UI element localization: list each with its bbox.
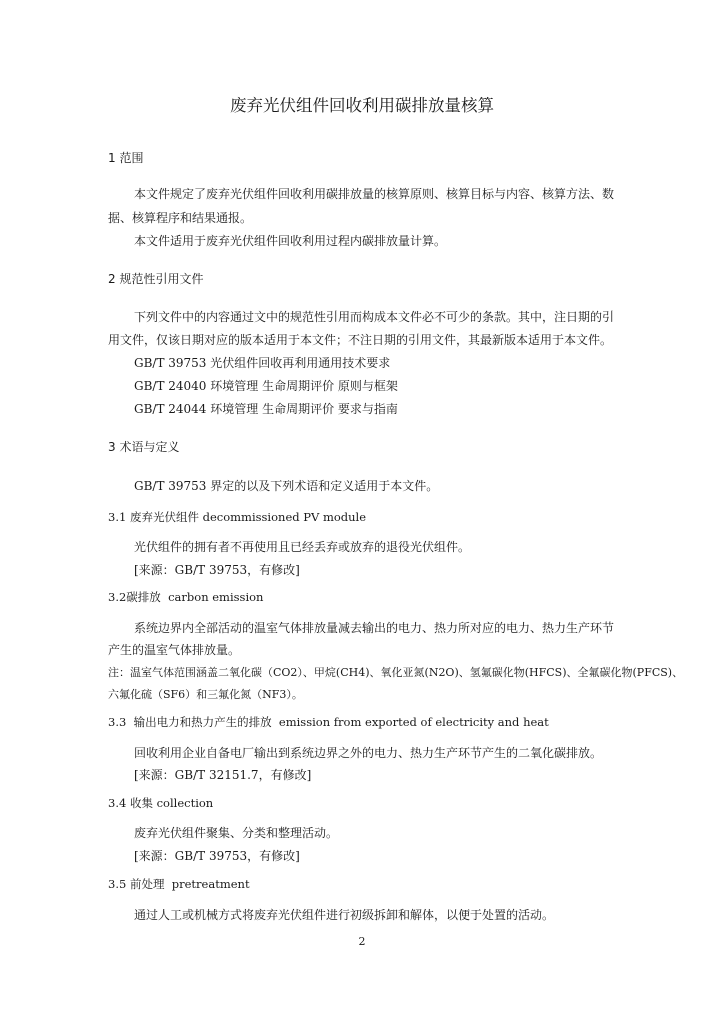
term-english: decommissioned PV module	[202, 510, 367, 524]
normative-paragraph-line: 下列文件中的内容通过文中的规范性引用而构成本文件必不可少的条款。其中，注日期的引	[134, 310, 615, 324]
term-number: 3.3	[108, 715, 127, 729]
term-note: 六氟化硫（SF6）和三氟化氮（NF3）。	[108, 688, 303, 701]
term-definition: 通过人工或机械方式将废弃光伏组件进行初级拆卸和解体，以便于处置的活动。	[134, 908, 555, 922]
term-chinese: 输出电力和热力产生的排放	[133, 715, 272, 729]
term-heading-3-2	[108, 589, 263, 605]
term-chinese: 废弃光伏组件	[129, 510, 199, 524]
term-chinese: 收集	[129, 796, 153, 810]
term-number: 3.5	[108, 877, 127, 891]
terms-intro: GB/T 39753 界定的以及下列术语和定义适用于本文件。	[134, 479, 439, 493]
reference-item: GB/T 39753 光伏组件回收再利用通用技术要求	[134, 356, 391, 370]
term-number: 3.4	[108, 796, 127, 810]
scope-paragraph-line: 据、核算程序和结果通报。	[108, 211, 253, 225]
term-source: [来源：GB/T 39753，有修改]	[134, 563, 300, 577]
section-heading-terms: 3 术语与定义	[108, 440, 180, 454]
term-chinese: 前处理	[129, 877, 165, 891]
reference-item: GB/T 24040 环境管理 生命周期评价 原则与框架	[134, 379, 398, 393]
normative-paragraph-line: 用文件，仅该日期对应的版本适用于本文件；不注日期的引用文件，其最新版本适用于本文件。	[108, 333, 613, 347]
document-title: 废弃光伏组件回收利用碳排放量核算	[230, 96, 494, 115]
page-number: 2	[358, 935, 366, 948]
term-heading-3-3	[108, 714, 549, 730]
section-heading-normative: 2 规范性引用文件	[108, 272, 204, 286]
term-note: 注：温室气体范围涵盖二氧化碳（CO2）、甲烷(CH4)、氧化亚氮(N2O)、氢氟碳化物(HFCS)、全氟碳化物(PFCS)、	[108, 666, 684, 679]
term-english: emission from exported of electricity and heat	[278, 715, 549, 729]
section-heading-scope: 1 范围	[108, 151, 144, 165]
scope-paragraph-line: 本文件适用于废弃光伏组件回收利用过程内碳排放量计算。	[134, 234, 447, 248]
term-heading-3-5	[108, 876, 250, 892]
term-heading-3-4	[108, 795, 213, 811]
reference-item: GB/T 24044 环境管理 生命周期评价 要求与指南	[134, 402, 398, 416]
term-number: 3.2	[108, 590, 127, 604]
term-english: pretreatment	[171, 877, 250, 891]
term-definition: 回收利用企业自备电厂输出到系统边界之外的电力、热力生产环节产生的二氧化碳排放。	[134, 746, 603, 760]
term-english: collection	[156, 796, 214, 810]
term-number: 3.1	[108, 510, 127, 524]
term-definition: 系统边界内全部活动的温室气体排放量减去输出的电力、热力所对应的电力、热力生产环节	[134, 621, 615, 635]
term-source: [来源：GB/T 39753，有修改]	[134, 849, 300, 863]
term-heading-3-1	[108, 509, 366, 525]
term-definition: 光伏组件的拥有者不再使用且已经丢弃或放弃的退役光伏组件。	[134, 540, 471, 554]
term-chinese: 碳排放	[126, 590, 161, 604]
term-definition: 产生的温室气体排放量。	[108, 643, 241, 657]
scope-paragraph-line: 本文件规定了废弃光伏组件回收利用碳排放量的核算原则、核算目标与内容、核算方法、数	[134, 187, 615, 201]
term-source: [来源：GB/T 32151.7，有修改]	[134, 768, 312, 782]
term-english: carbon emission	[168, 590, 264, 604]
term-definition: 废弃光伏组件聚集、分类和整理活动。	[134, 826, 339, 840]
